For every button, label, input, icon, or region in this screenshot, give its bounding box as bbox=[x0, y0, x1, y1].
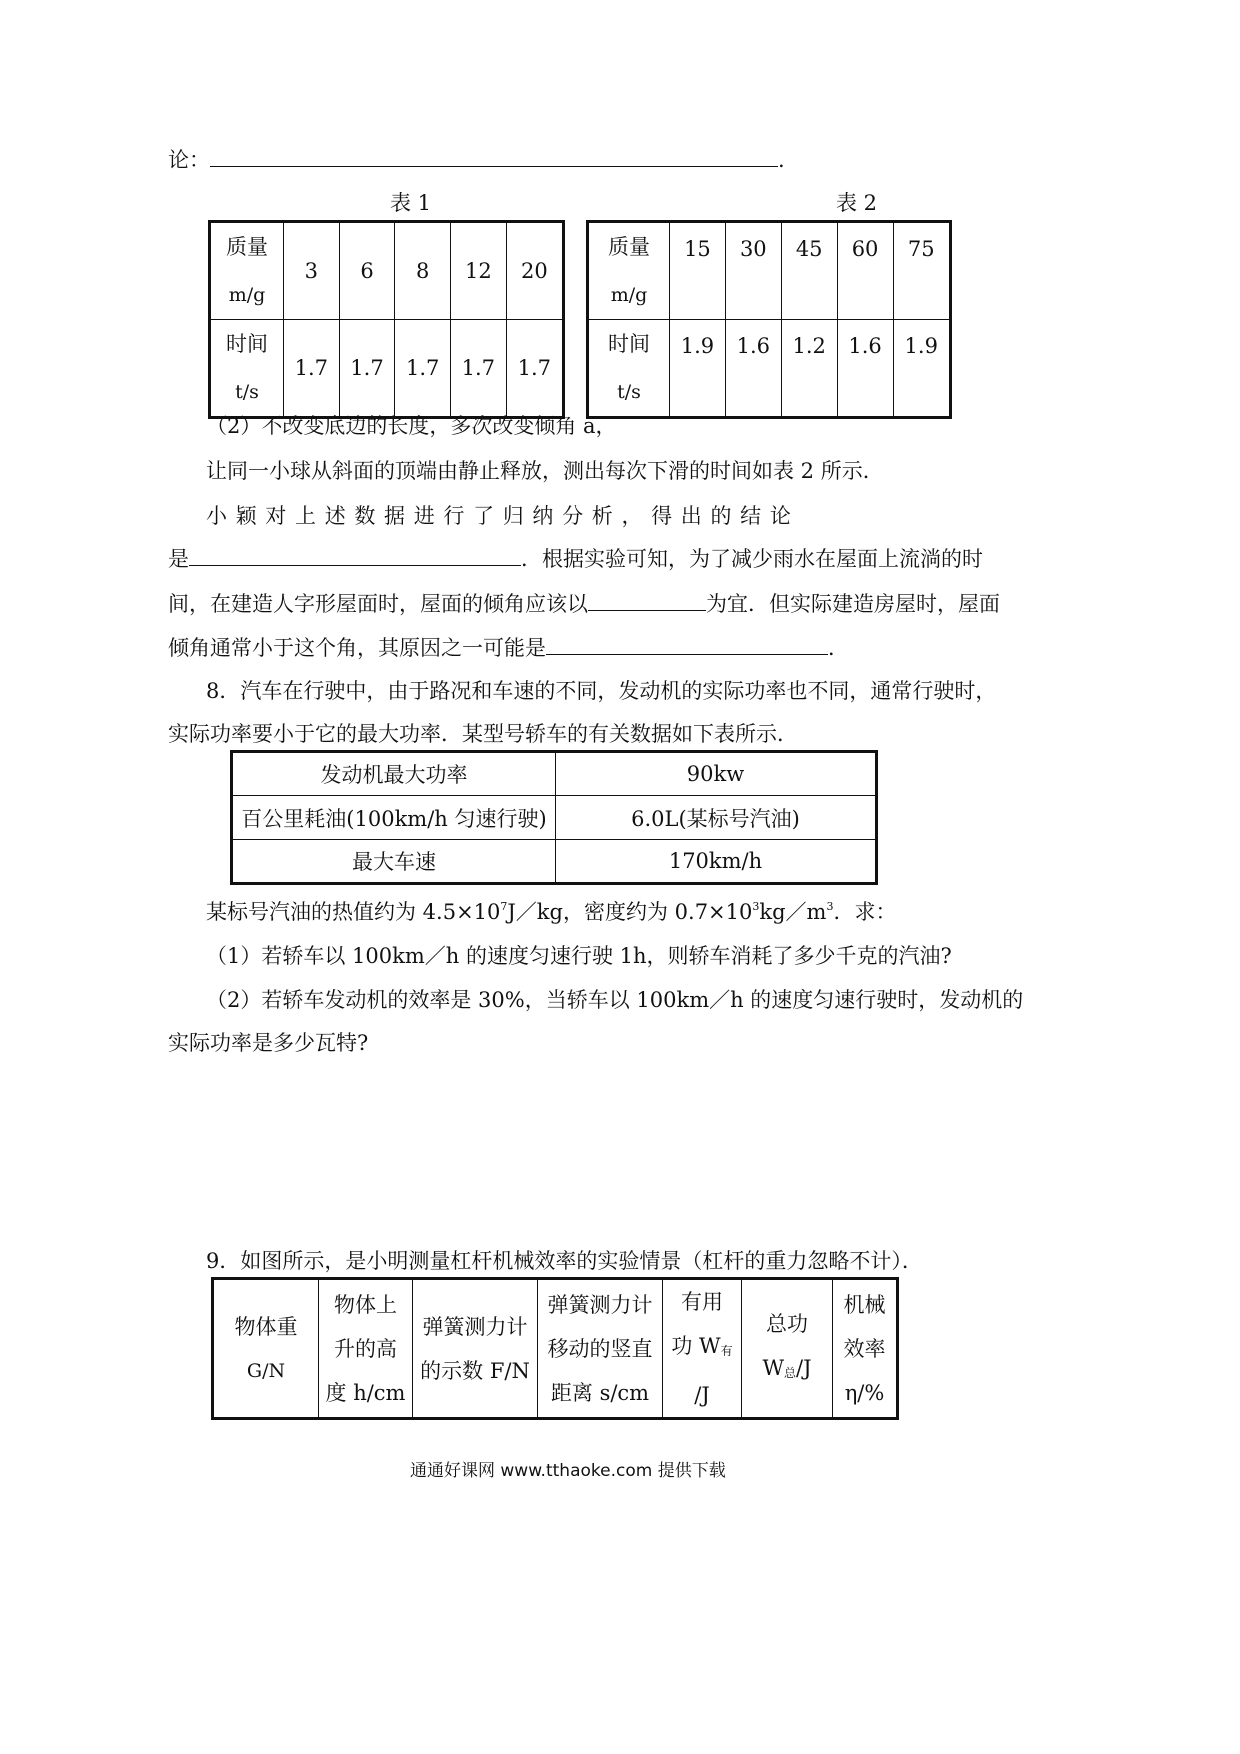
lever-efficiency-table bbox=[211, 1277, 899, 1420]
para-line-1: （2）不改变底边的长度，多次改变倾角 a， bbox=[206, 414, 617, 438]
col-total-work-w: W bbox=[762, 1356, 785, 1380]
table2-caption: 表 2 bbox=[836, 191, 878, 215]
conclusion-blank bbox=[210, 146, 778, 167]
table1-time-cell: 1.7 bbox=[395, 320, 451, 418]
table1-caption: 表 1 bbox=[390, 191, 432, 215]
table2 bbox=[586, 220, 952, 419]
col-useful-work-sub: 有 bbox=[720, 1344, 733, 1358]
col-force-b: 的示数 F/N bbox=[420, 1358, 530, 1383]
table1-time-cell: 1.7 bbox=[284, 320, 340, 418]
col-weight-b: G/N bbox=[246, 1359, 286, 1382]
para-line-6-b: ． bbox=[828, 636, 849, 660]
table1-mass-cell: 20 bbox=[506, 222, 563, 320]
angle-blank bbox=[588, 590, 706, 611]
col-height-a: 物体上 bbox=[334, 1292, 397, 1317]
table2-mass-cell: 75 bbox=[893, 222, 951, 320]
table1-mass-label-b: m/g bbox=[228, 284, 266, 306]
table1-time-cell: 1.7 bbox=[506, 320, 563, 418]
table2-mass-label-b: m/g bbox=[610, 284, 648, 306]
col-weight-a: 物体重 bbox=[234, 1314, 298, 1339]
table2-mass-label-a: 质量 bbox=[608, 235, 650, 259]
fuel-exp-3: 3 bbox=[826, 900, 834, 913]
table1-mass-label bbox=[210, 222, 284, 320]
col-height-c: 度 h/cm bbox=[325, 1380, 406, 1405]
spec-label: 百公里耗油(100km/h 匀速行驶) bbox=[232, 796, 556, 840]
conclusion2-blank bbox=[189, 545, 521, 566]
col-efficiency-a: 机械 bbox=[843, 1292, 886, 1317]
q8-sub-1: （1）若轿车以 100km／h 的速度匀速行驶 1h，则轿车消耗了多少千克的汽油? bbox=[206, 944, 952, 968]
table2-mass-cell: 45 bbox=[781, 222, 837, 320]
table1-mass-cell: 12 bbox=[451, 222, 507, 320]
spec-value: 170km/h bbox=[556, 840, 877, 884]
table1-mass-label-a: 质量 bbox=[226, 235, 268, 259]
col-force-a: 弹簧测力计 bbox=[422, 1314, 528, 1339]
col-useful-work-c: /J bbox=[694, 1383, 710, 1407]
table2-time-cell: 1.9 bbox=[893, 320, 951, 418]
q8-line-1: 8．汽车在行驶中，由于路况和车速的不同，发动机的实际功率也不同，通常行驶时， bbox=[206, 679, 997, 703]
table1-mass-cell: 6 bbox=[339, 222, 395, 320]
fuel-info-line bbox=[206, 896, 896, 926]
table2-time-cell: 1.9 bbox=[670, 320, 726, 418]
para-line-3: 小 颖 对 上 述 数 据 进 行 了 归 纳 分 析 ， 得 出 的 结 论 bbox=[206, 504, 792, 528]
para-line-4-b: ．根据实验可知，为了减少雨水在屋面上流淌的时 bbox=[521, 547, 983, 571]
col-height-b: 升的高 bbox=[334, 1336, 397, 1361]
table2-time-cell: 1.6 bbox=[725, 320, 781, 418]
col-distance-c: 距离 s/cm bbox=[550, 1380, 650, 1405]
para-line-6-a: 倾角通常小于这个角，其原因之一可能是 bbox=[168, 636, 546, 660]
para-line-4 bbox=[168, 543, 983, 573]
table2-time-cell: 1.2 bbox=[781, 320, 837, 418]
conclusion-line bbox=[168, 144, 785, 174]
table1-time-cell: 1.7 bbox=[339, 320, 395, 418]
para-line-2: 让同一小球从斜面的顶端由静止释放，测出每次下滑的时间如表 2 所示． bbox=[206, 459, 884, 483]
col-total-work-sub: 总 bbox=[784, 1366, 797, 1380]
col-force bbox=[413, 1279, 538, 1419]
para-line-5 bbox=[168, 588, 1000, 618]
table2-mass-label bbox=[588, 222, 670, 320]
fuel-exp-1: 7 bbox=[500, 900, 508, 913]
spec-label: 发动机最大功率 bbox=[232, 752, 556, 796]
col-efficiency-b: 效率 bbox=[843, 1336, 886, 1361]
reason-blank bbox=[546, 634, 828, 655]
table2-mass-cell: 60 bbox=[837, 222, 893, 320]
col-weight bbox=[213, 1279, 319, 1419]
q9-line-1: 9．如图所示，是小明测量杠杆机械效率的实验情景（杠杆的重力忽略不计）． bbox=[206, 1249, 923, 1273]
fuel-info-a: 某标号汽油的热值约为 4.5×10 bbox=[206, 900, 501, 924]
spec-value: 6.0L(某标号汽油) bbox=[556, 796, 877, 840]
fuel-exp-2: 3 bbox=[752, 900, 760, 913]
fuel-info-c: kg／m bbox=[759, 900, 827, 924]
col-distance-b: 移动的竖直 bbox=[547, 1336, 653, 1361]
col-total-work-a: 总功 bbox=[766, 1312, 808, 1336]
conclusion-suffix: . bbox=[778, 148, 785, 172]
table2-time-label-a: 时间 bbox=[608, 332, 650, 356]
table1-time-label-b: t/s bbox=[235, 381, 259, 403]
q8-line-2: 实际功率要小于它的最大功率．某型号轿车的有关数据如下表所示． bbox=[168, 722, 798, 746]
col-useful-work-b bbox=[663, 1324, 741, 1373]
spec-value: 90kw bbox=[556, 752, 877, 796]
col-distance-a: 弹簧测力计 bbox=[547, 1292, 653, 1317]
col-useful-work-a: 有用 bbox=[681, 1290, 723, 1314]
table1-mass-cell: 8 bbox=[395, 222, 451, 320]
para-line-5-a: 间，在建造人字形屋面时，屋面的倾角应该以 bbox=[168, 592, 588, 616]
col-total-work-b bbox=[742, 1346, 832, 1395]
para-line-5-b: 为宜．但实际建造房屋时，屋面 bbox=[706, 592, 1000, 616]
col-total-work bbox=[742, 1279, 833, 1419]
fuel-info-b: J／kg，密度约为 0.7×10 bbox=[507, 900, 753, 924]
footer-credit: 通通好课网 www.tthaoke.com 提供下载 bbox=[410, 1461, 726, 1481]
car-spec-table bbox=[230, 750, 878, 885]
table1-time-cell: 1.7 bbox=[451, 320, 507, 418]
col-distance bbox=[538, 1279, 663, 1419]
table2-mass-cell: 30 bbox=[725, 222, 781, 320]
q8-sub-2b: 实际功率是多少瓦特? bbox=[168, 1031, 369, 1055]
table1-time-label-a: 时间 bbox=[226, 332, 268, 356]
table1 bbox=[208, 220, 565, 419]
table2-time-label-b: t/s bbox=[617, 381, 641, 403]
col-efficiency bbox=[833, 1279, 898, 1419]
table2-mass-cell: 15 bbox=[670, 222, 726, 320]
col-useful-work bbox=[663, 1279, 742, 1419]
col-height bbox=[319, 1279, 413, 1419]
q8-sub-2a: （2）若轿车发动机的效率是 30%，当轿车以 100km／h 的速度匀速行驶时，发动机的 bbox=[206, 988, 1024, 1012]
col-useful-work-b-text: 功 W bbox=[671, 1334, 721, 1358]
para-line-6 bbox=[168, 632, 849, 662]
conclusion-prefix: 论： bbox=[168, 148, 210, 172]
para-line-4-a: 是 bbox=[168, 547, 189, 571]
fuel-info-d: ．求： bbox=[833, 900, 897, 924]
table1-mass-cell: 3 bbox=[284, 222, 340, 320]
table2-time-cell: 1.6 bbox=[837, 320, 893, 418]
table1-time-label bbox=[210, 320, 284, 418]
spec-label: 最大车速 bbox=[232, 840, 556, 884]
col-efficiency-c: η/% bbox=[844, 1380, 885, 1405]
table2-time-label bbox=[588, 320, 670, 418]
col-total-work-unit: /J bbox=[796, 1356, 812, 1380]
